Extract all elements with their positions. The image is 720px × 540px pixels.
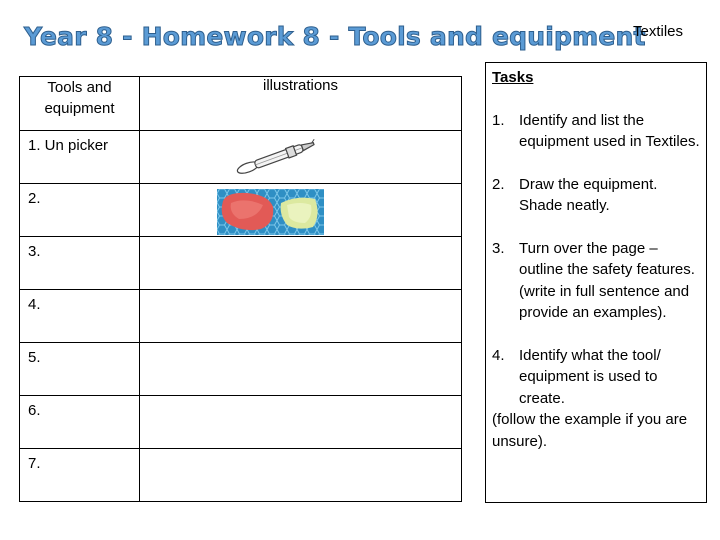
task-number: 2.	[492, 175, 505, 193]
subject-label: Textiles	[633, 23, 684, 40]
header-illustrations: illustrations	[140, 77, 462, 131]
row-label: 5.	[20, 343, 140, 396]
task-number: 1.	[492, 111, 505, 129]
task-number: 4.	[492, 346, 505, 364]
tasks-box	[485, 62, 707, 503]
task-text: Identify what the tool/ equipment is used to create.	[519, 346, 661, 407]
task-text: Draw the equipment. Shade neatly.	[519, 175, 658, 214]
table-row	[20, 131, 462, 184]
task-text: Identify and list the equipment used in Textiles.	[519, 111, 700, 150]
table-row	[20, 396, 462, 449]
tools-table	[19, 76, 462, 502]
task-item	[492, 238, 706, 324]
table-header-row	[20, 77, 462, 131]
row-label: 2.	[20, 184, 140, 237]
row-label: 4.	[20, 290, 140, 343]
task-item	[492, 345, 706, 410]
table-row	[20, 237, 462, 290]
table-row	[20, 290, 462, 343]
tailors-chalk-photo	[217, 189, 324, 235]
row-label: 6.	[20, 396, 140, 449]
illustration-cell	[140, 131, 462, 184]
row-label: 1. Un picker	[20, 131, 140, 184]
task-item	[492, 174, 706, 217]
illustration-cell	[140, 343, 462, 396]
illustration-cell	[140, 184, 462, 237]
table-row	[20, 343, 462, 396]
tasks-heading: Tasks	[492, 69, 534, 86]
header-tools: Tools and equipment	[20, 77, 140, 131]
task-number: 3.	[492, 239, 505, 257]
row-label: 7.	[20, 449, 140, 502]
table-row	[20, 184, 462, 237]
illustration-cell	[140, 237, 462, 290]
page-title: Year 8 - Homework 8 - Tools and equipment	[24, 22, 646, 51]
row-label: 3.	[20, 237, 140, 290]
table-row	[20, 449, 462, 502]
illustration-cell	[140, 396, 462, 449]
illustration-cell	[140, 449, 462, 502]
illustration-cell	[140, 290, 462, 343]
tasks-footer: (follow the example if you are unsure).	[492, 411, 688, 450]
task-item	[492, 110, 706, 153]
task-text: Turn over the page – outline the safety features. (write in full sentence and provide an examples).	[519, 239, 695, 321]
seam-ripper-illustration	[232, 137, 322, 177]
